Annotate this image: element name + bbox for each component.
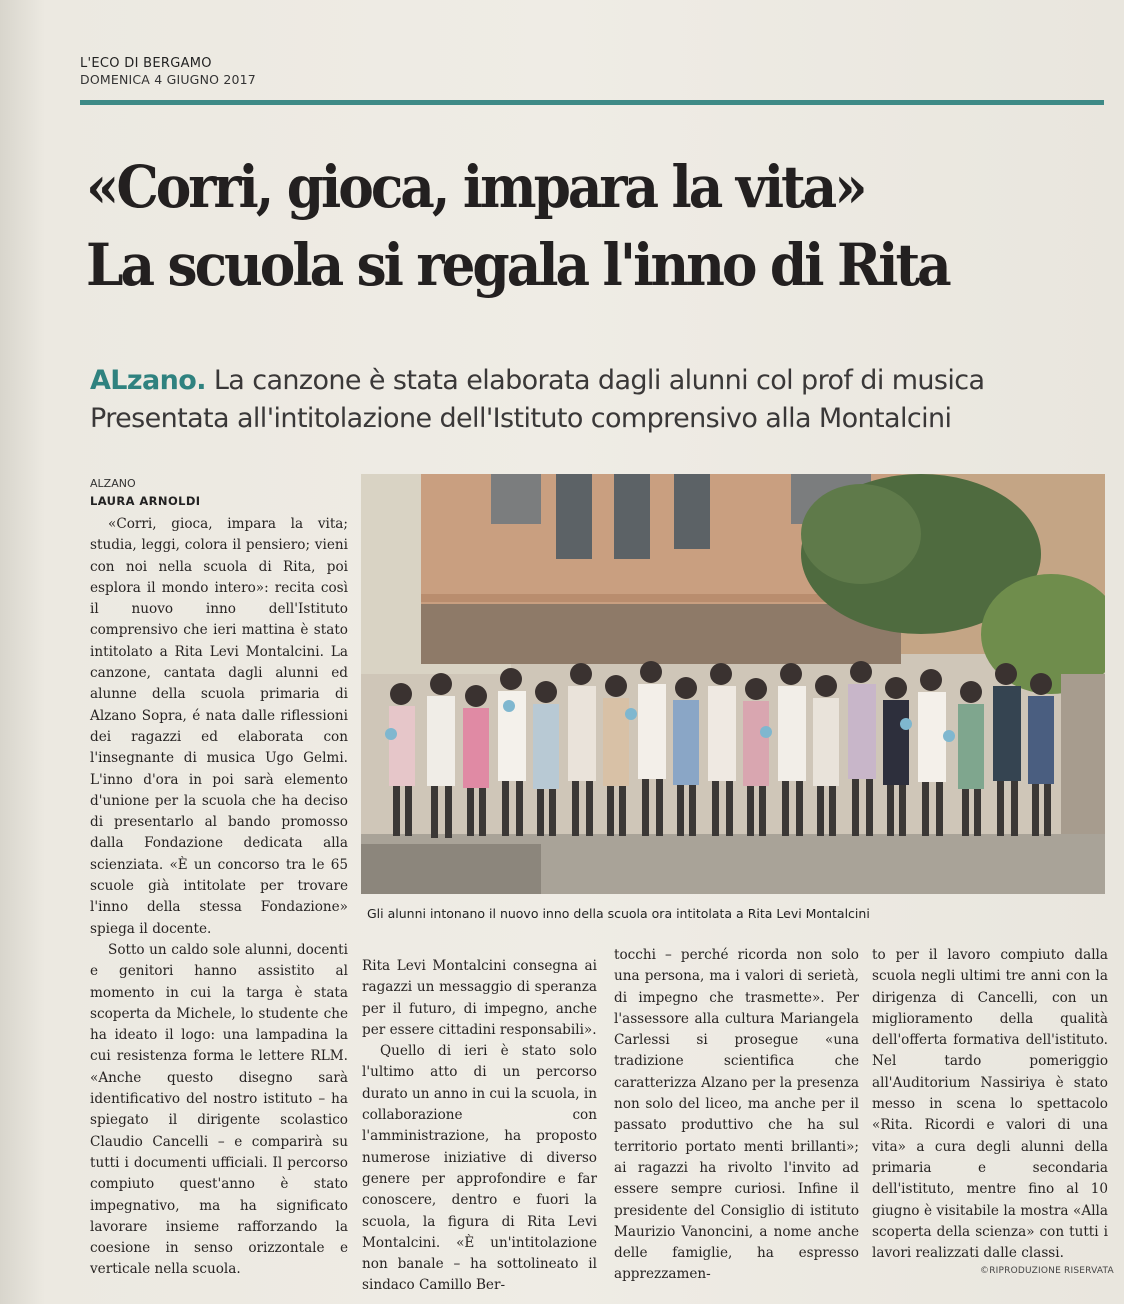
article-column-4 [872,945,1108,1264]
copyright-notice: ©RIPRODUZIONE RISERVATA [980,1266,1114,1276]
article-photo [361,474,1105,894]
paragraph: Sotto un caldo sole alunni, docenti e genitori hanno assistito al momento in cui la targa è stata scoperta da Michele, lo studente che ha ideato il logo: una lampadina la cui resistenza forma le lettere RLM. «Anche questo disegno sarà identificativo del nostro istituto – ha spiegato il dirigente scolastico Claudio Cancelli – e comparirà su tutti i documenti ufficiali. Il percorso compiuto quest'anno è stato impegnativo, ma ha significato lavorare insieme rafforzando la coesione in senso orizzontale e verticale nella scuola. [90,941,348,1278]
byline-city: ALZANO [90,477,136,490]
headline-line-1: «Corri, gioca, impara la vita» [86,153,865,221]
publication-date: DOMENICA 4 GIUGNO 2017 [80,72,256,87]
headline-line-2: La scuola si regala l'inno di Rita [86,231,949,299]
paragraph: to per il lavoro compiuto dalla scuola negli ultimi tre anni con la dirigenza di Cancelli, con un miglioramento della qualità dell'offerta formativa dell'istituto. Nel tardo pomeriggio all'Auditorium Nassiriya è stato messo in scena lo spettacolo «Rita. Ricordi e valori di una vita» a cura degli alunni della primaria e secondaria dell'istituto, mentre fino al 10 giugno è visitabile la mostra «Alla scoperta della scienza» con tutti i lavori realizzati dalle classi. [872,947,1108,1262]
dateline-place: ALzano. [90,365,206,396]
masthead [80,56,256,88]
subhead-line-1: La canzone è stata elaborata dagli alunni col prof di musica [205,365,985,396]
article-column-3 [614,945,859,1286]
photo-illustration [361,474,1105,894]
paragraph: «Corri, gioca, impara la vita; studia, leggi, colora il pensiero; vieni con noi nella scuola di Rita, poi esplora il mondo intero»: recita così il nuovo inno dell'Istituto comprensivo che ieri mattina è stato intitolato a Rita Levi Montalcini. La canzone, cantata dagli alunni ed alunne della scuola primaria di Alzano Sopra, é nata dalle riflessioni dei ragazzi ed elaborata con l'insegnante di musica Ugo Gelmi. L'inno d'ora in poi sarà elemento d'unione per la scuola che ha deciso di presentarlo al bando promosso dalla Fondazione dedicata alla scienziata. «È un concorso tra le 65 scuole già intitolate per trovare l'inno della stessa Fondazione» spiega il docente. [90,516,348,937]
paragraph: Rita Levi Montalcini consegna ai ragazzi un messaggio di speranza per il futuro, di impegno, anche per essere cittadini responsabili». [362,958,597,1038]
byline [90,476,200,510]
headline [86,148,1015,304]
subheadline [90,362,1090,438]
paragraph: tocchi – perché ricorda non solo una persona, ma i valori di serietà, di impegno che trasmette». Per l'assessore alla cultura Mariangela Carlessi si prosegue «una tradizione scientifica che caratterizza Alzano per la presenza non solo del liceo, ma anche per il passato produttivo che ha sul territorio portato menti brillanti»; ai ragazzi ha rivolto l'invito ad essere sempre curiosi. Infine il presidente del Consiglio di istituto Maurizio Vanoncini, a nome anche delle famiglie, ha espresso apprezzamen- [614,947,859,1283]
article-column-2 [362,956,597,1297]
photo-caption: Gli alunni intonano il nuovo inno della scuola ora intitolata a Rita Levi Montalcini [367,906,870,921]
paragraph: Quello di ieri è stato solo l'ultimo atto di un percorso durato un anno in cui la scuola, in collaborazione con l'amministrazione, ha proposto numerose iniziative di diverso genere per approfondire e far conoscere, dentro e fuori la scuola, la figura di Rita Levi Montalcini. «È un'intitolazione non banale – ha sottolineato il sindaco Camillo Ber- [362,1043,597,1294]
article-column-1 [90,514,348,1281]
subhead-line-2: Presentata all'intitolazione dell'Istituto comprensivo alla Montalcini [90,403,952,434]
byline-author: LAURA ARNOLDI [90,494,201,508]
newspaper-name: L'ECO DI BERGAMO [80,56,212,71]
header-rule [80,100,1104,105]
